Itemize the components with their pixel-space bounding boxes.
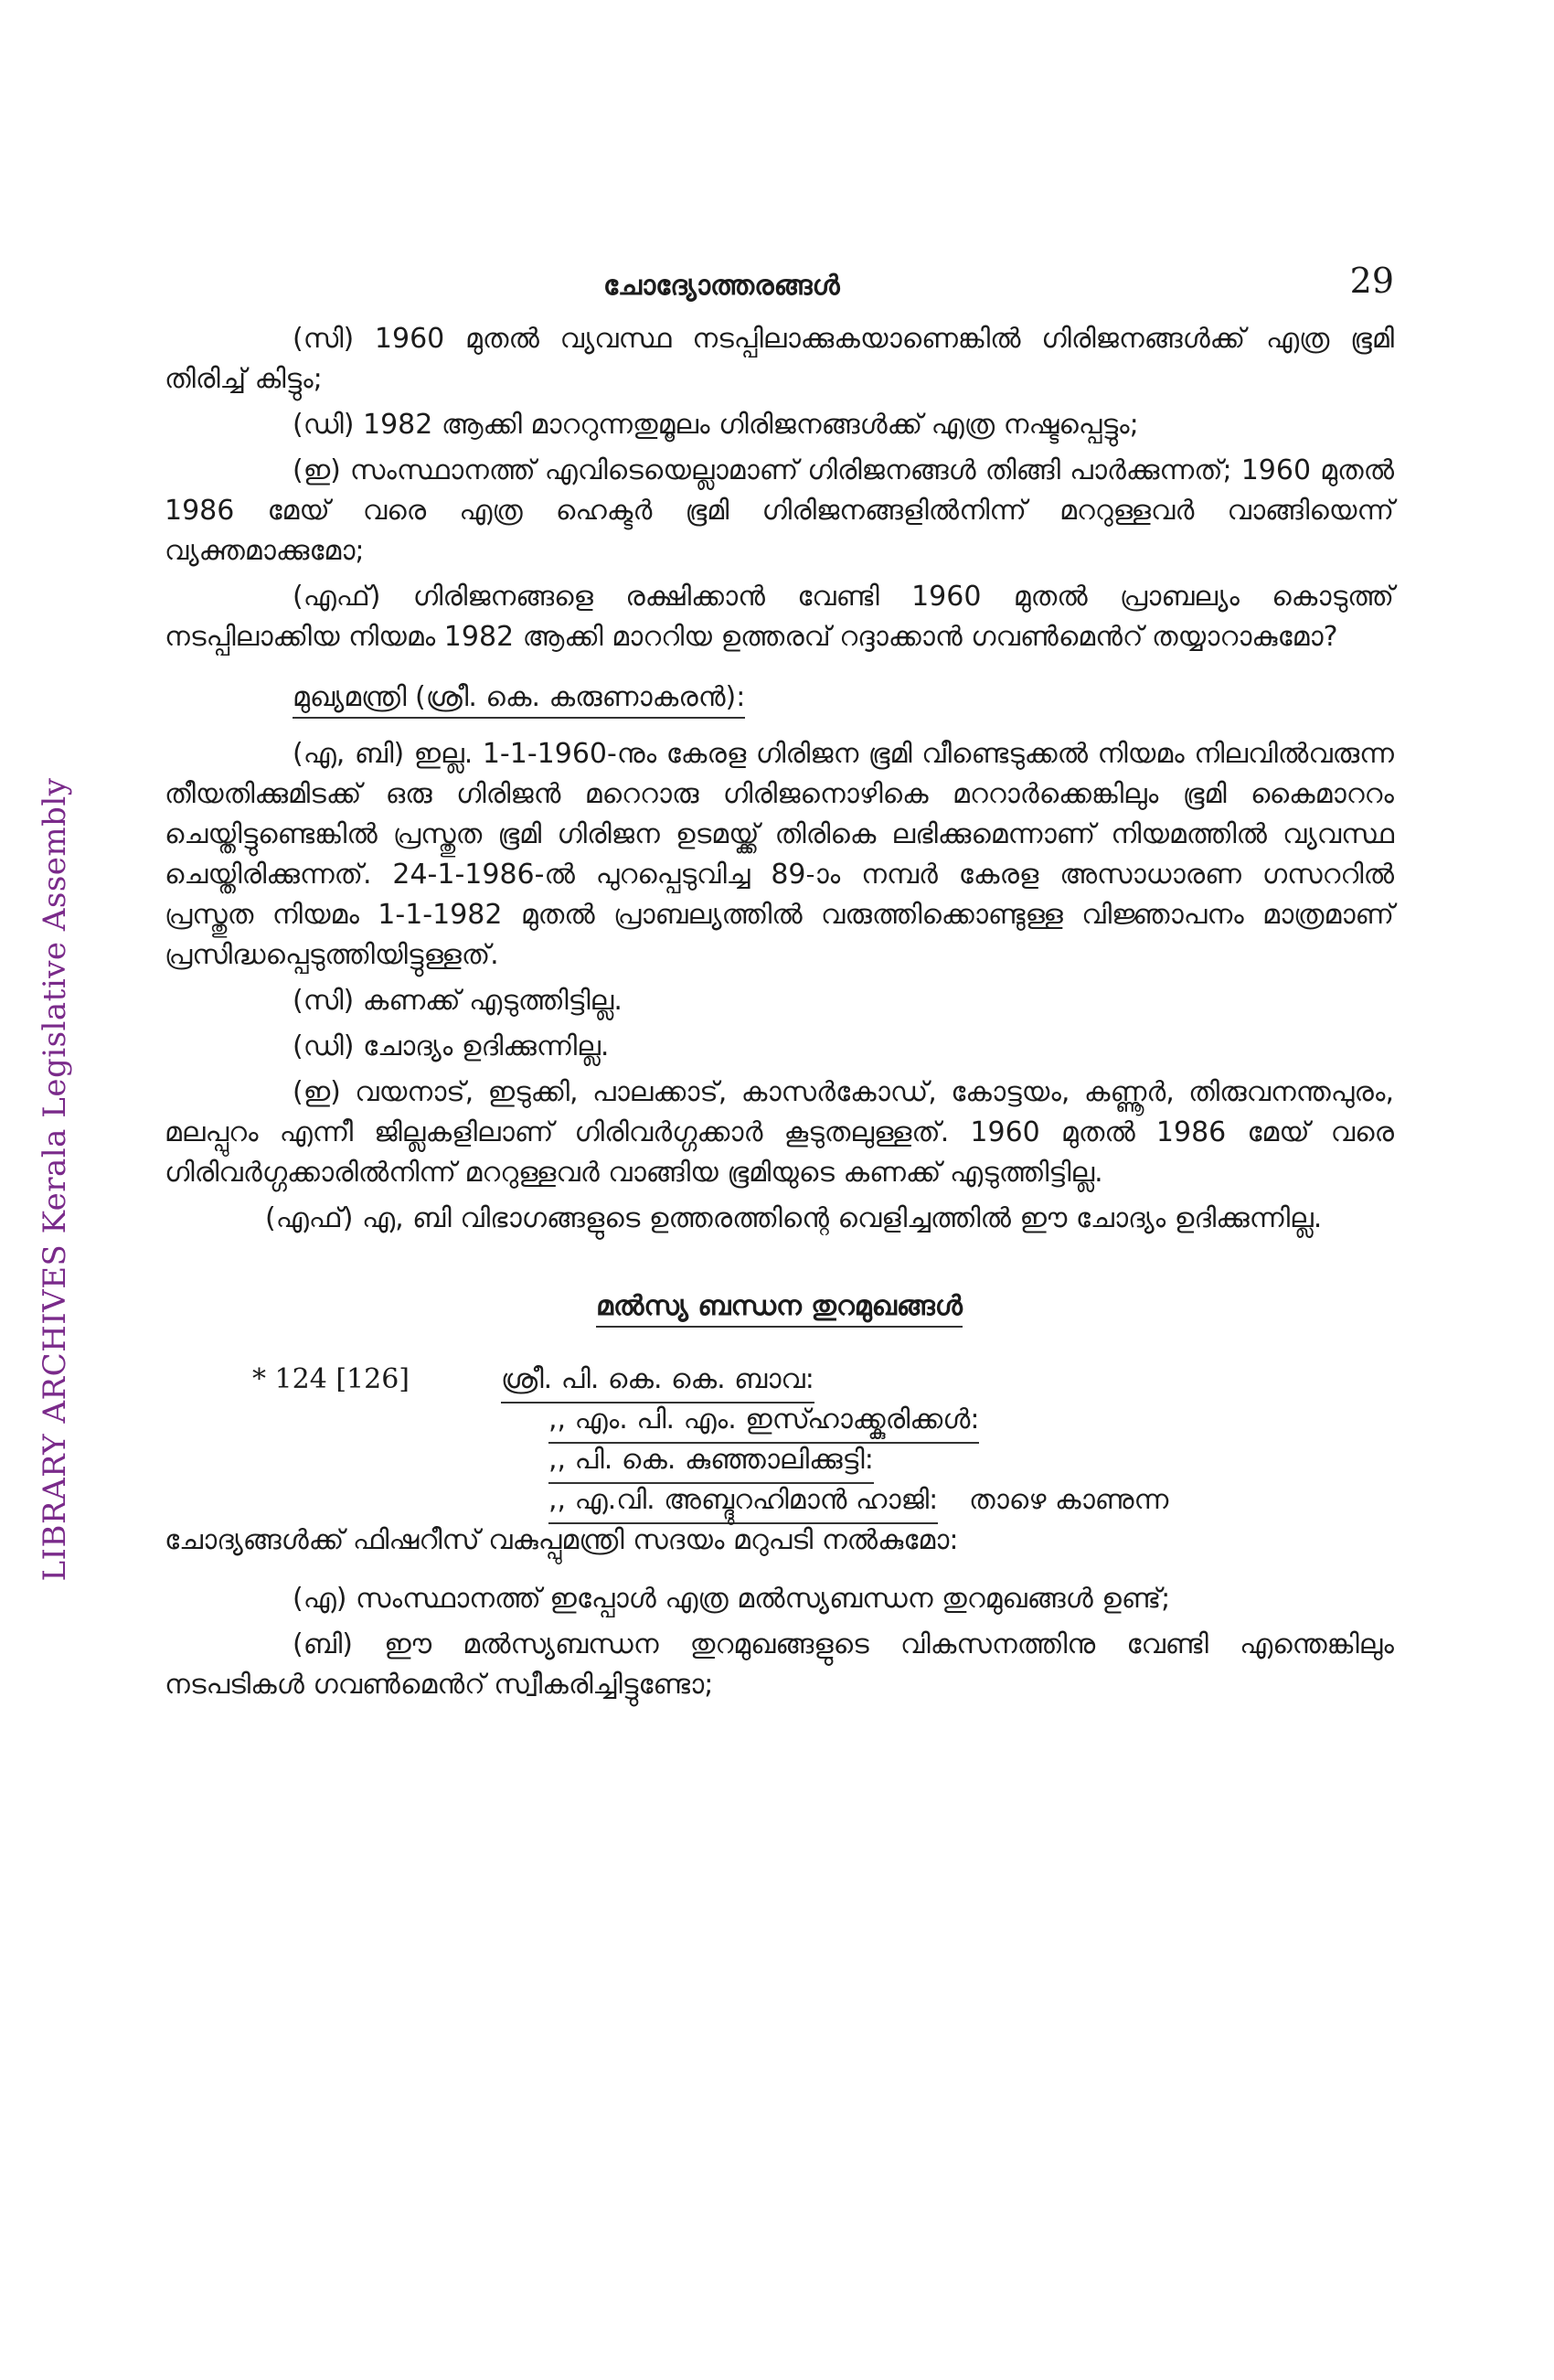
question-124-item-a: (എ) സംസ്ഥാനത്ത് ഇപ്പോൾ എത്ര മൽസ്യബന്ധന തുറമുഖങ്ങൾ ഉണ്ട്; [293,1583,1171,1615]
running-title: ചോദ്യോത്തരങ്ങൾ [603,270,840,302]
question-item-e: (ഇ) സംസ്ഥാനത്ത് എവിടെയെല്ലാമാണ് ഗിരിജനങ്ങൾ തിങ്ങി പാർക്കുന്നത്; 1960 മുതൽ 1986 മേയ് വരെ എത്ര ഹെക്ടർ ഭൂമി ഗിരിജനങ്ങളിൽനിന്ന് മററുള്ളവർ വാങ്ങിയെന്ന് വ്യക്തമാക്കുമോ; [165,454,1394,567]
question-item-c: (സി) 1960 മുതൽ വ്യവസ്ഥ നടപ്പിലാക്കുകയാണെങ്കിൽ ഗിരിജനങ്ങൾക്ക് എത്ര ഭൂമി തിരിച്ച് കിട്ടും; [165,323,1394,395]
archive-stamp-text: LIBRARY ARCHIVES Kerala Legislative Assembly [37,777,73,1582]
answer-d: (ഡി) ചോദ്യം ഉദിക്കുന്നില്ല. [293,1030,610,1062]
speaker-name: മുഖ്യമന്ത്രി (ശ്രീ. കെ. കരുണാകരൻ): [293,681,745,719]
question-item-d: (ഡി) 1982 ആക്കി മാററുന്നതുമൂലം ഗിരിജനങ്ങൾക്ക് എത്ര നഷ്ടപ്പെട്ടും; [293,409,1139,441]
member-name: ശ്രീ. പി. കെ. കെ. ബാവ: [501,1360,814,1403]
question-number: * 124 [126] [252,1363,410,1395]
archive-side-stamp [27,777,82,1582]
question-item-f: (എഫ്) ഗിരിജനങ്ങളെ രക്ഷിക്കാൻ വേണ്ടി 1960 മുതൽ പ്രാബല്യം കൊടുത്ത് നടപ്പിലാക്കിയ നിയമം 1982 ആക്കി മാററിയ ഉത്തരവ് റദ്ദാക്കാൻ ഗവൺമെൻറ് തയ്യാറാകുമോ? [165,581,1394,653]
member-name: ,, എം. പി. എം. ഇസ്ഹാക്ക്കുരിക്കൾ: [548,1400,979,1444]
answer-e: (ഇ) വയനാട്, ഇടുക്കി, പാലക്കാട്, കാസർകോഡ്, കോട്ടയം, കണ്ണൂർ, തിരുവനന്തപുരം, മലപ്പുറം എന്നീ ജില്ലകളിലാണ് ഗിരിവർഗ്ഗക്കാർ കൂടുതലുള്ളത്. 1960 മുതൽ 1986 മേയ് വരെ ഗിരിവർഗ്ഗക്കാരിൽനിന്ന് മററുള്ളവർ വാങ്ങിയ ഭൂമിയുടെ കണക്ക് എടുത്തിട്ടില്ല. [165,1076,1394,1189]
question-124-item-b: (ബി) ഈ മൽസ്യബന്ധന തുറമുഖങ്ങളുടെ വികസനത്തിനു വേണ്ടി എന്തെങ്കിലും നടപടികൾ ഗവൺമെൻറ് സ്വീകരിച്ചിട്ടുണ്ടോ; [165,1628,1394,1701]
page-number: 29 [1349,261,1394,301]
answer-ab: (എ, ബി) ഇല്ല. 1-1-1960-നും കേരള ഗിരിജന ഭൂമി വീണ്ടെടുക്കൽ നിയമം നിലവിൽവരുന്ന തീയതിക്കുമിടക്ക് ഒരു ഗിരിജൻ മറെറാരു ഗിരിജനൊഴികെ മററാർക്കെങ്കിലും ഭൂമി കൈമാററം ചെയ്തിട്ടുണ്ടെങ്കിൽ പ്രസ്തുത ഭൂമി ഗിരിജന ഉടമയ്ക്ക് തിരികെ ലഭിക്കുമെന്നാണ് നിയമത്തിൽ വ്യവസ്ഥ ചെയ്തിരിക്കുന്നത്. 24-1-1986-ൽ പുറപ്പെടുവിച്ച 89-ാം നമ്പർ കേരള അസാധാരണ ഗസററിൽ പ്രസ്തുത നിയമം 1-1-1982 മുതൽ പ്രാബല്യത്തിൽ വരുത്തിക്കൊണ്ടുള്ള വിജ്ഞാപനം മാത്രമാണ് പ്രസിദ്ധപ്പെടുത്തിയിട്ടുള്ളത്. [165,738,1394,971]
previous-question-items [165,319,1394,657]
document-page [165,261,1394,1711]
answer-block [165,734,1394,1239]
section-title: മൽസ്യ ബന്ധന തുറമുഖങ്ങൾ [596,1290,963,1328]
question-124-header [165,1360,1394,1521]
member-name: ,, എ.വി. അബ്ദുറഹിമാൻ ഹാജി: [548,1480,938,1524]
answer-c: (സി) കണക്ക് എടുത്തിട്ടില്ല. [293,985,623,1017]
section-heading [165,1286,1394,1327]
page-header [165,261,1394,319]
question-intro-tail: താഴെ കാണുന്ന [969,1484,1169,1516]
answer-speaker [293,678,1394,718]
answer-f: (എഫ്) എ, ബി വിഭാഗങ്ങളുടെ ഉത്തരത്തിന്റെ വെളിച്ചത്തിൽ ഈ ചോദ്യം ഉദിക്കുന്നില്ല. [265,1202,1323,1234]
question-intro: ചോദ്യങ്ങൾക്ക് ഫിഷറീസ് വകുപ്പുമന്ത്രി സദയം മറുപടി നൽകുമോ: [165,1524,959,1556]
member-name: ,, പി. കെ. കുഞ്ഞാലിക്കുട്ടി: [548,1440,874,1484]
question-124-items [165,1579,1394,1705]
